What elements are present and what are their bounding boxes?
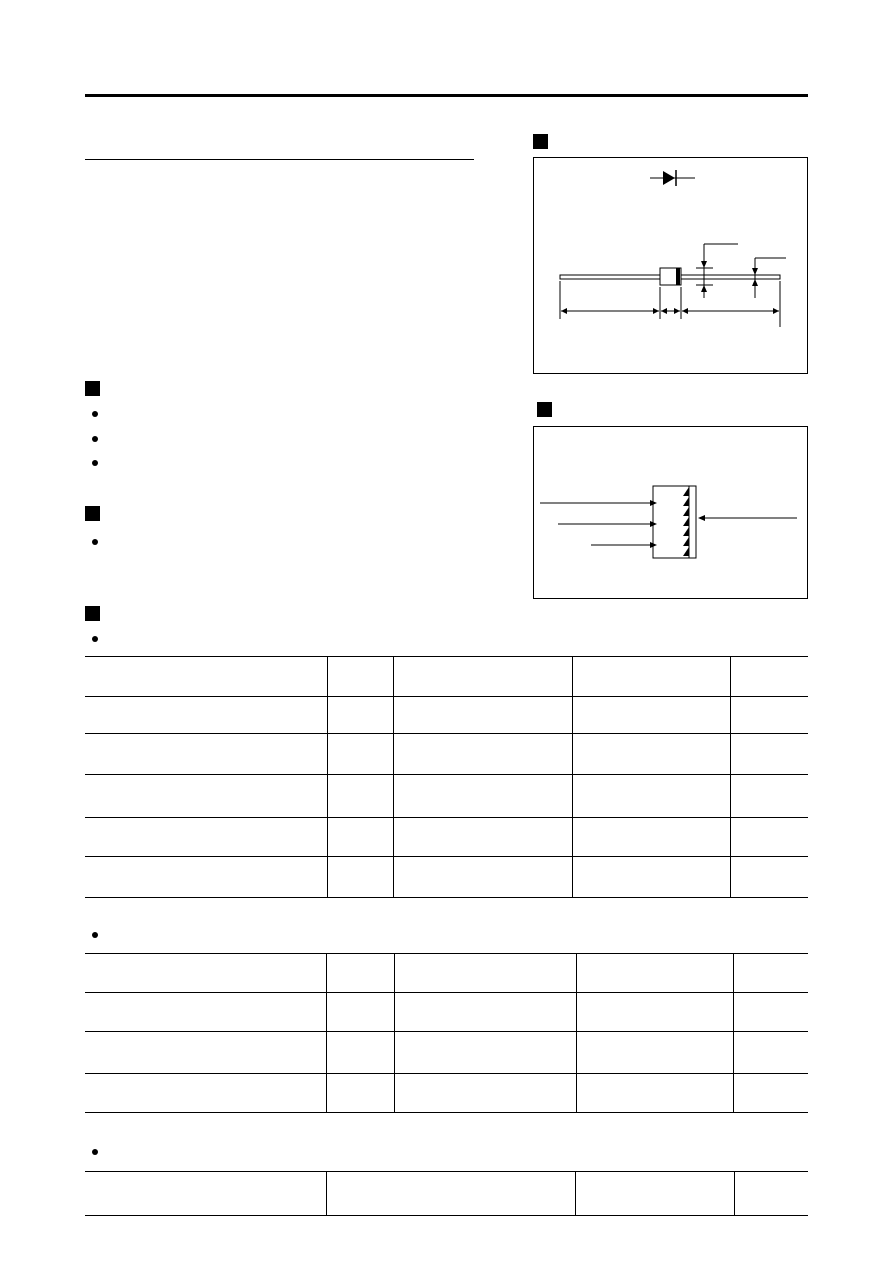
table-row <box>85 775 808 818</box>
table-row <box>85 954 808 993</box>
table-row <box>85 697 808 734</box>
feature-bullet-3 <box>92 460 98 466</box>
marking-leader-lines <box>540 503 797 545</box>
table-row <box>85 1172 808 1216</box>
table-row <box>85 1074 808 1113</box>
thermal-bullet <box>92 1149 98 1155</box>
cathode-band-icon <box>683 487 689 556</box>
table-row <box>85 818 808 857</box>
application-bullet-1 <box>92 539 98 545</box>
feature-bullet-2 <box>92 436 98 442</box>
table-row <box>85 1032 808 1074</box>
features-section-marker <box>85 381 100 396</box>
diode-body-drawing <box>560 268 780 285</box>
table-row <box>85 993 808 1032</box>
electrical-characteristics-table <box>85 953 808 1113</box>
table-row <box>85 657 808 697</box>
absolute-max-ratings-table <box>85 656 808 898</box>
title-underline <box>85 159 474 160</box>
thermal-characteristics-table <box>85 1171 808 1216</box>
dimension-arrowheads <box>561 261 779 314</box>
marking-section-marker <box>537 402 552 417</box>
table-row <box>85 734 808 775</box>
outline-drawing <box>533 157 808 374</box>
feature-bullet-1 <box>92 411 98 417</box>
ratings-section-marker <box>85 606 100 621</box>
marking-drawing <box>533 426 808 599</box>
diode-symbol-icon <box>650 170 695 186</box>
applications-section-marker <box>85 506 100 521</box>
marking-arrowheads <box>650 500 705 548</box>
electrical-bullet <box>92 932 98 938</box>
outline-section-marker <box>533 134 548 149</box>
table-row <box>85 857 808 898</box>
top-rule <box>85 94 808 97</box>
absolute-max-bullet <box>92 636 98 642</box>
